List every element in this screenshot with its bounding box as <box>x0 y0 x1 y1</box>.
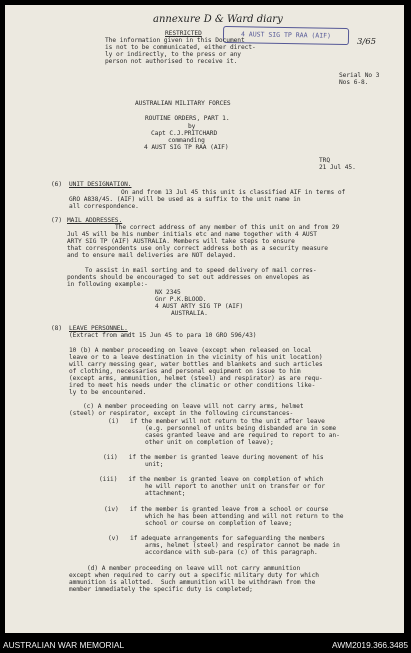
section-line: in following example:- <box>67 281 148 288</box>
subpara-line: (iii) if the member is granted leave on completion of which <box>99 476 324 483</box>
section-line: Jul 45 will be his number initials etc and name together with 4 AUST <box>67 231 317 238</box>
footer-accession: AWM2019.366.3485 <box>331 640 408 650</box>
para-line: ammunition is allotted. Such ammunition will be withdrawn from the <box>69 579 316 586</box>
para-line: will carry messing gear, water bottles and blankets and such articles <box>69 361 323 368</box>
address-example: Gnr P.K.BLOOD. <box>155 296 207 303</box>
subpara-line: unit; <box>145 461 164 468</box>
para-line: (d) A member proceeding on leave will not carry ammunition <box>87 565 301 572</box>
header-line: by <box>188 123 196 130</box>
section-line: The correct address of any member of this unit on and from 29 <box>115 224 340 231</box>
extract-note: (Extract from amdt 15 Jun 45 to para 10 GRO 596/43) <box>69 332 257 339</box>
para-line: member immediately the specific duty is completed; <box>69 586 253 593</box>
para-line: (except arms, ammunition, helmet (steel) and respirator) as are requ- <box>69 375 323 382</box>
section-title: MAIL ADDRESSES. <box>67 217 123 224</box>
header-line: 4 AUST SIG TP RAA (AIF) <box>144 144 229 151</box>
para-line: (steel) or respirator, except in the following circumstances- <box>69 410 294 417</box>
header-line: AUSTRALIAN MILITARY FORCES <box>135 100 231 107</box>
handwritten-reference: 3/65 <box>357 37 377 47</box>
place-line: TRQ <box>319 157 331 164</box>
header-line: ROUTINE ORDERS, PART 1. <box>145 115 230 122</box>
footer-bar <box>0 639 411 653</box>
para-line: of clothing, necessaries and personal equipment on issue to him <box>69 368 301 375</box>
address-example: 4 AUST ARTY SIG TP (AIF) <box>155 303 244 310</box>
order-numbers: Nos 6-8. <box>339 79 369 86</box>
para-line: ly to be encountered. <box>69 389 147 396</box>
date-line: 21 Jul 45. <box>319 164 356 171</box>
restricted-line: The information given in this Document <box>105 37 245 44</box>
para-line: leave or to a leave destination in the vicinity of his unit location) <box>69 354 323 361</box>
section-line: and to ensure mail deliveries are NOT delayed. <box>67 252 237 259</box>
subpara-line: cases granted leave and are required to report to an- <box>145 432 340 439</box>
restricted-line: person not authorised to receive it. <box>105 58 238 65</box>
subpara-line: (iv) if the member is granted leave from a school or course <box>104 506 329 513</box>
subpara-line: school or course on completion of leave; <box>145 520 293 527</box>
restricted-line: is not to be communicated, either direct- <box>105 44 256 51</box>
section-line: pondents should be encouraged to set out addresses on envelopes as <box>67 274 310 281</box>
subpara-line: which he has been attending and will not return to the <box>145 513 344 520</box>
unit-stamp: 4 AUST SIG TP RAA (AIF) <box>223 26 349 45</box>
section-line: ARTY SIG TP (AIF) AUSTRALIA. Members will take steps to ensure <box>67 238 295 245</box>
subpara-line: arms, helmet (steel) and respirator cannot be made in <box>145 542 340 549</box>
section-line: To assist in mail sorting and to speed delivery of mail corres- <box>85 267 317 274</box>
section-number: (8) <box>51 325 63 332</box>
para-line: ired to meet his needs under the climatic or other conditions like- <box>69 382 316 389</box>
document-page <box>5 5 404 633</box>
serial-number: Serial No 3 <box>339 72 380 79</box>
para-line: 10 (b) A member proceeding on leave (except when released on local <box>69 347 312 354</box>
subpara-line: he will report to another unit on transfer or for <box>145 483 326 490</box>
subpara-line: (i) if the member will not return to the unit after leave <box>108 418 325 425</box>
section-title: UNIT DESIGNATION. <box>69 181 132 188</box>
subpara-line: (v) if adequate arrangements for safeguarding the members <box>108 535 325 542</box>
handwritten-annotation: annexure D & Ward diary <box>153 14 283 25</box>
section-number: (6) <box>51 181 63 188</box>
subpara-line: accordance with sub-para (c) of this paragraph. <box>145 549 318 556</box>
subpara-line: (e.g. personnel of units being disbanded are in some <box>145 425 337 432</box>
subpara-line: other unit on completion of leave); <box>145 439 274 446</box>
subpara-line: attachment; <box>145 490 186 497</box>
para-line: except when required to carry out a specific military duty for which <box>69 572 319 579</box>
para-line: (c) A member proceeding on leave will not carry arms, helmet <box>83 403 304 410</box>
restricted-line: ly or indirectly, to the press or any <box>105 51 241 58</box>
header-line: commanding <box>168 137 205 144</box>
restricted-heading: RESTRICTED <box>165 30 202 37</box>
address-example: NX 2345 <box>155 289 181 296</box>
section-line: GRO A838/45. (AIF) will be used as a suffix to the unit name in <box>69 196 301 203</box>
section-title: LEAVE PERSONNEL. <box>69 325 128 332</box>
section-line: all correspondence. <box>69 203 139 210</box>
footer-credit: AUSTRALIAN WAR MEMORIAL <box>3 640 125 650</box>
section-line: On and from 13 Jul 45 this unit is classified AIF in terms of <box>121 189 346 196</box>
address-example: AUSTRALIA. <box>171 310 208 317</box>
section-number: (7) <box>51 217 63 224</box>
subpara-line: (ii) if the member is granted leave during movement of his <box>103 454 324 461</box>
section-line: that correspondents use only correct address both as a security measure <box>67 245 328 252</box>
header-line: Capt C.J.PRITCHARD <box>151 130 218 137</box>
